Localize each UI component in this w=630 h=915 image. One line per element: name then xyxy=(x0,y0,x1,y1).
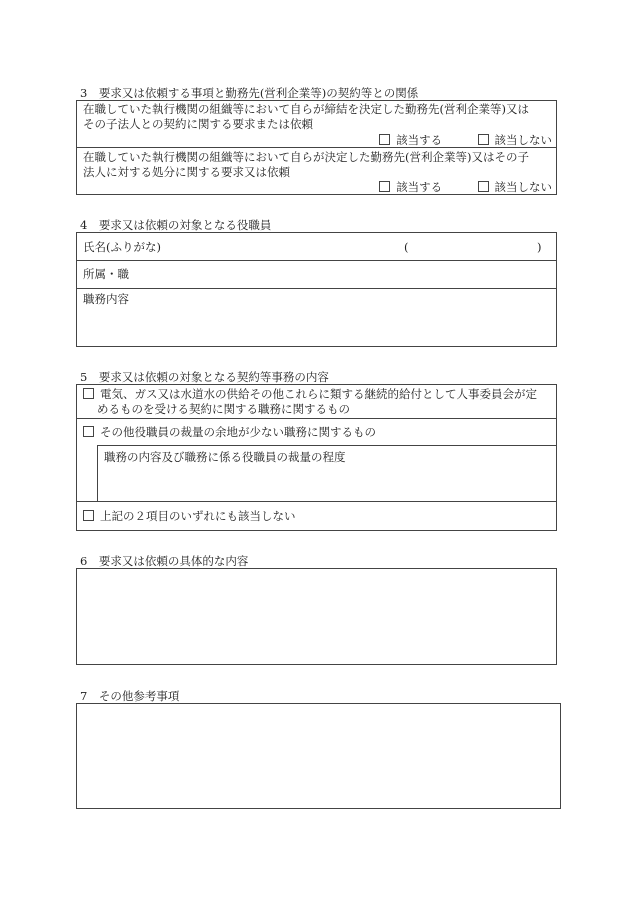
furigana-paren-close: ) xyxy=(537,240,542,254)
section3-heading: 3 要求又は依頼する事項と勤務先(営利企業等)の契約等との関係 xyxy=(80,86,419,100)
name-label: 氏名(ふりがな) xyxy=(83,240,161,254)
section5-item1-line2: めるものを受ける契約に関する職務に関するもの xyxy=(97,402,350,416)
section3-row2-options xyxy=(379,179,552,195)
duties-label: 職務内容 xyxy=(83,292,129,306)
item2-text: その他役職員の裁量の余地が少ない職務に関するもの xyxy=(100,425,376,439)
section3-row2-line2: 法人に対する処分に関する要求又は依頼 xyxy=(83,165,290,179)
no-checkbox[interactable] xyxy=(478,134,489,145)
item3-text: 上記の２項目のいずれにも該当しない xyxy=(100,509,296,523)
section3-row-contract xyxy=(77,101,556,148)
section3-row2-line1: 在職していた執行機関の組織等において自らが決定した勤務先(営利企業等)又はその子 xyxy=(83,150,529,164)
section4-heading: 4 要求又は依頼の対象となる役職員 xyxy=(80,218,272,232)
yes-label: 該当する xyxy=(396,180,443,194)
yes-checkbox[interactable] xyxy=(379,134,390,145)
section3-row1-line2: その子法人との契約に関する要求または依頼 xyxy=(83,117,313,131)
section3-row-disposition xyxy=(77,148,556,196)
no-label: 該当しない xyxy=(494,133,552,147)
section3-row1-options xyxy=(379,132,552,148)
section5-item3 xyxy=(77,502,556,532)
section5-item2 xyxy=(77,419,556,502)
item1-text-line1: 電気、ガス又は水道水の供給その他これらに類する継続的給付として人事委員会が定 xyxy=(100,387,537,401)
section5-item3-line xyxy=(83,508,296,524)
specific-content-box[interactable] xyxy=(76,568,557,665)
section5-item1-line1 xyxy=(83,386,537,402)
name-row[interactable] xyxy=(77,233,556,261)
no-label: 該当しない xyxy=(494,180,552,194)
no-checkbox[interactable] xyxy=(478,181,489,192)
section5-table xyxy=(76,384,557,531)
section4-table xyxy=(76,232,557,347)
furigana-paren-open: ( xyxy=(404,240,409,254)
item3-checkbox[interactable] xyxy=(83,510,94,521)
section6-heading: 6 要求又は依頼の具体的な内容 xyxy=(80,554,249,568)
section5-item2-line xyxy=(83,424,376,440)
section7-heading: 7 その他参考事項 xyxy=(80,689,180,703)
item2-checkbox[interactable] xyxy=(83,426,94,437)
item1-checkbox[interactable] xyxy=(83,388,94,399)
yes-checkbox[interactable] xyxy=(379,181,390,192)
section5-item1 xyxy=(77,385,556,419)
affiliation-row[interactable] xyxy=(77,261,556,289)
affiliation-label: 所属・職 xyxy=(83,267,129,281)
duties-row[interactable] xyxy=(77,289,556,348)
section3-row1-line1: 在職していた執行機関の組織等において自らが締結を決定した勤務先(営利企業等)又は xyxy=(83,102,529,116)
item2-detail-box[interactable] xyxy=(97,445,556,501)
yes-label: 該当する xyxy=(396,133,443,147)
section3-table xyxy=(76,100,557,195)
item2-detail-label: 職務の内容及び職務に係る役職員の裁量の程度 xyxy=(104,450,346,464)
section5-heading: 5 要求又は依頼の対象となる契約等事務の内容 xyxy=(80,370,329,384)
reference-notes-box[interactable] xyxy=(76,703,561,809)
